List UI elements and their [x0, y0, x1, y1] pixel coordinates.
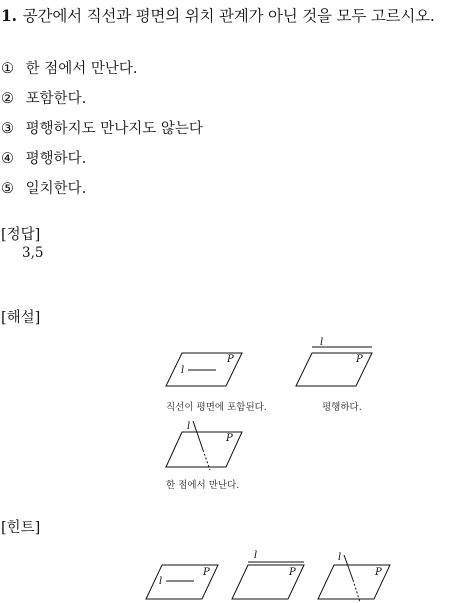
option-text: 평행하다.	[25, 151, 87, 167]
option-text: 평행하지도 만나지도 않는다	[25, 121, 203, 137]
option-1	[1, 57, 138, 78]
hint-figure-parallel	[232, 552, 308, 602]
option-5	[1, 177, 86, 198]
option-text: 일치한다.	[25, 181, 87, 197]
plane-label: P	[375, 567, 382, 578]
line-label: l	[181, 365, 185, 376]
hint-figure-line-in-plane	[146, 564, 222, 602]
question-body: 공간에서 직선과 평면의 위치 관계가 아닌 것을 모두 고르시오.	[22, 7, 435, 25]
answer-value: 3,5	[22, 245, 44, 261]
figure-parallel	[296, 337, 376, 390]
question-number: 1.	[1, 6, 17, 25]
option-number: ①	[1, 61, 14, 77]
figure-caption-contained: 직선이 평면에 포함된다.	[166, 402, 267, 413]
option-number: ⑤	[1, 181, 14, 197]
line-label: l	[320, 337, 324, 348]
figure-caption-parallel: 평행하다.	[322, 402, 362, 413]
plane-label: P	[356, 354, 363, 365]
figure-intersect	[166, 420, 246, 472]
explanation-heading: [해설]	[1, 310, 41, 326]
option-text: 포함한다.	[25, 91, 87, 107]
option-number: ④	[1, 151, 14, 167]
line-label: l	[254, 550, 258, 561]
answer-heading: [정답]	[1, 227, 41, 243]
question-text	[1, 4, 435, 26]
option-3	[1, 117, 203, 138]
figure-caption-intersect: 한 점에서 만난다.	[166, 480, 240, 491]
line-label: l	[159, 576, 163, 587]
hint-figure-intersect	[318, 552, 394, 602]
option-4	[1, 147, 86, 168]
plane-label: P	[226, 433, 233, 444]
figure-line-in-plane	[166, 352, 246, 390]
option-number: ③	[1, 121, 14, 137]
line-label: l	[187, 421, 191, 432]
plane-label: P	[203, 567, 210, 578]
option-2	[1, 87, 86, 108]
plane-label: P	[289, 567, 296, 578]
hint-heading: [힌트]	[1, 520, 41, 536]
option-text: 한 점에서 만난다.	[25, 61, 138, 77]
plane-label: P	[227, 354, 234, 365]
line-label: l	[338, 552, 342, 563]
option-number: ②	[1, 91, 14, 107]
